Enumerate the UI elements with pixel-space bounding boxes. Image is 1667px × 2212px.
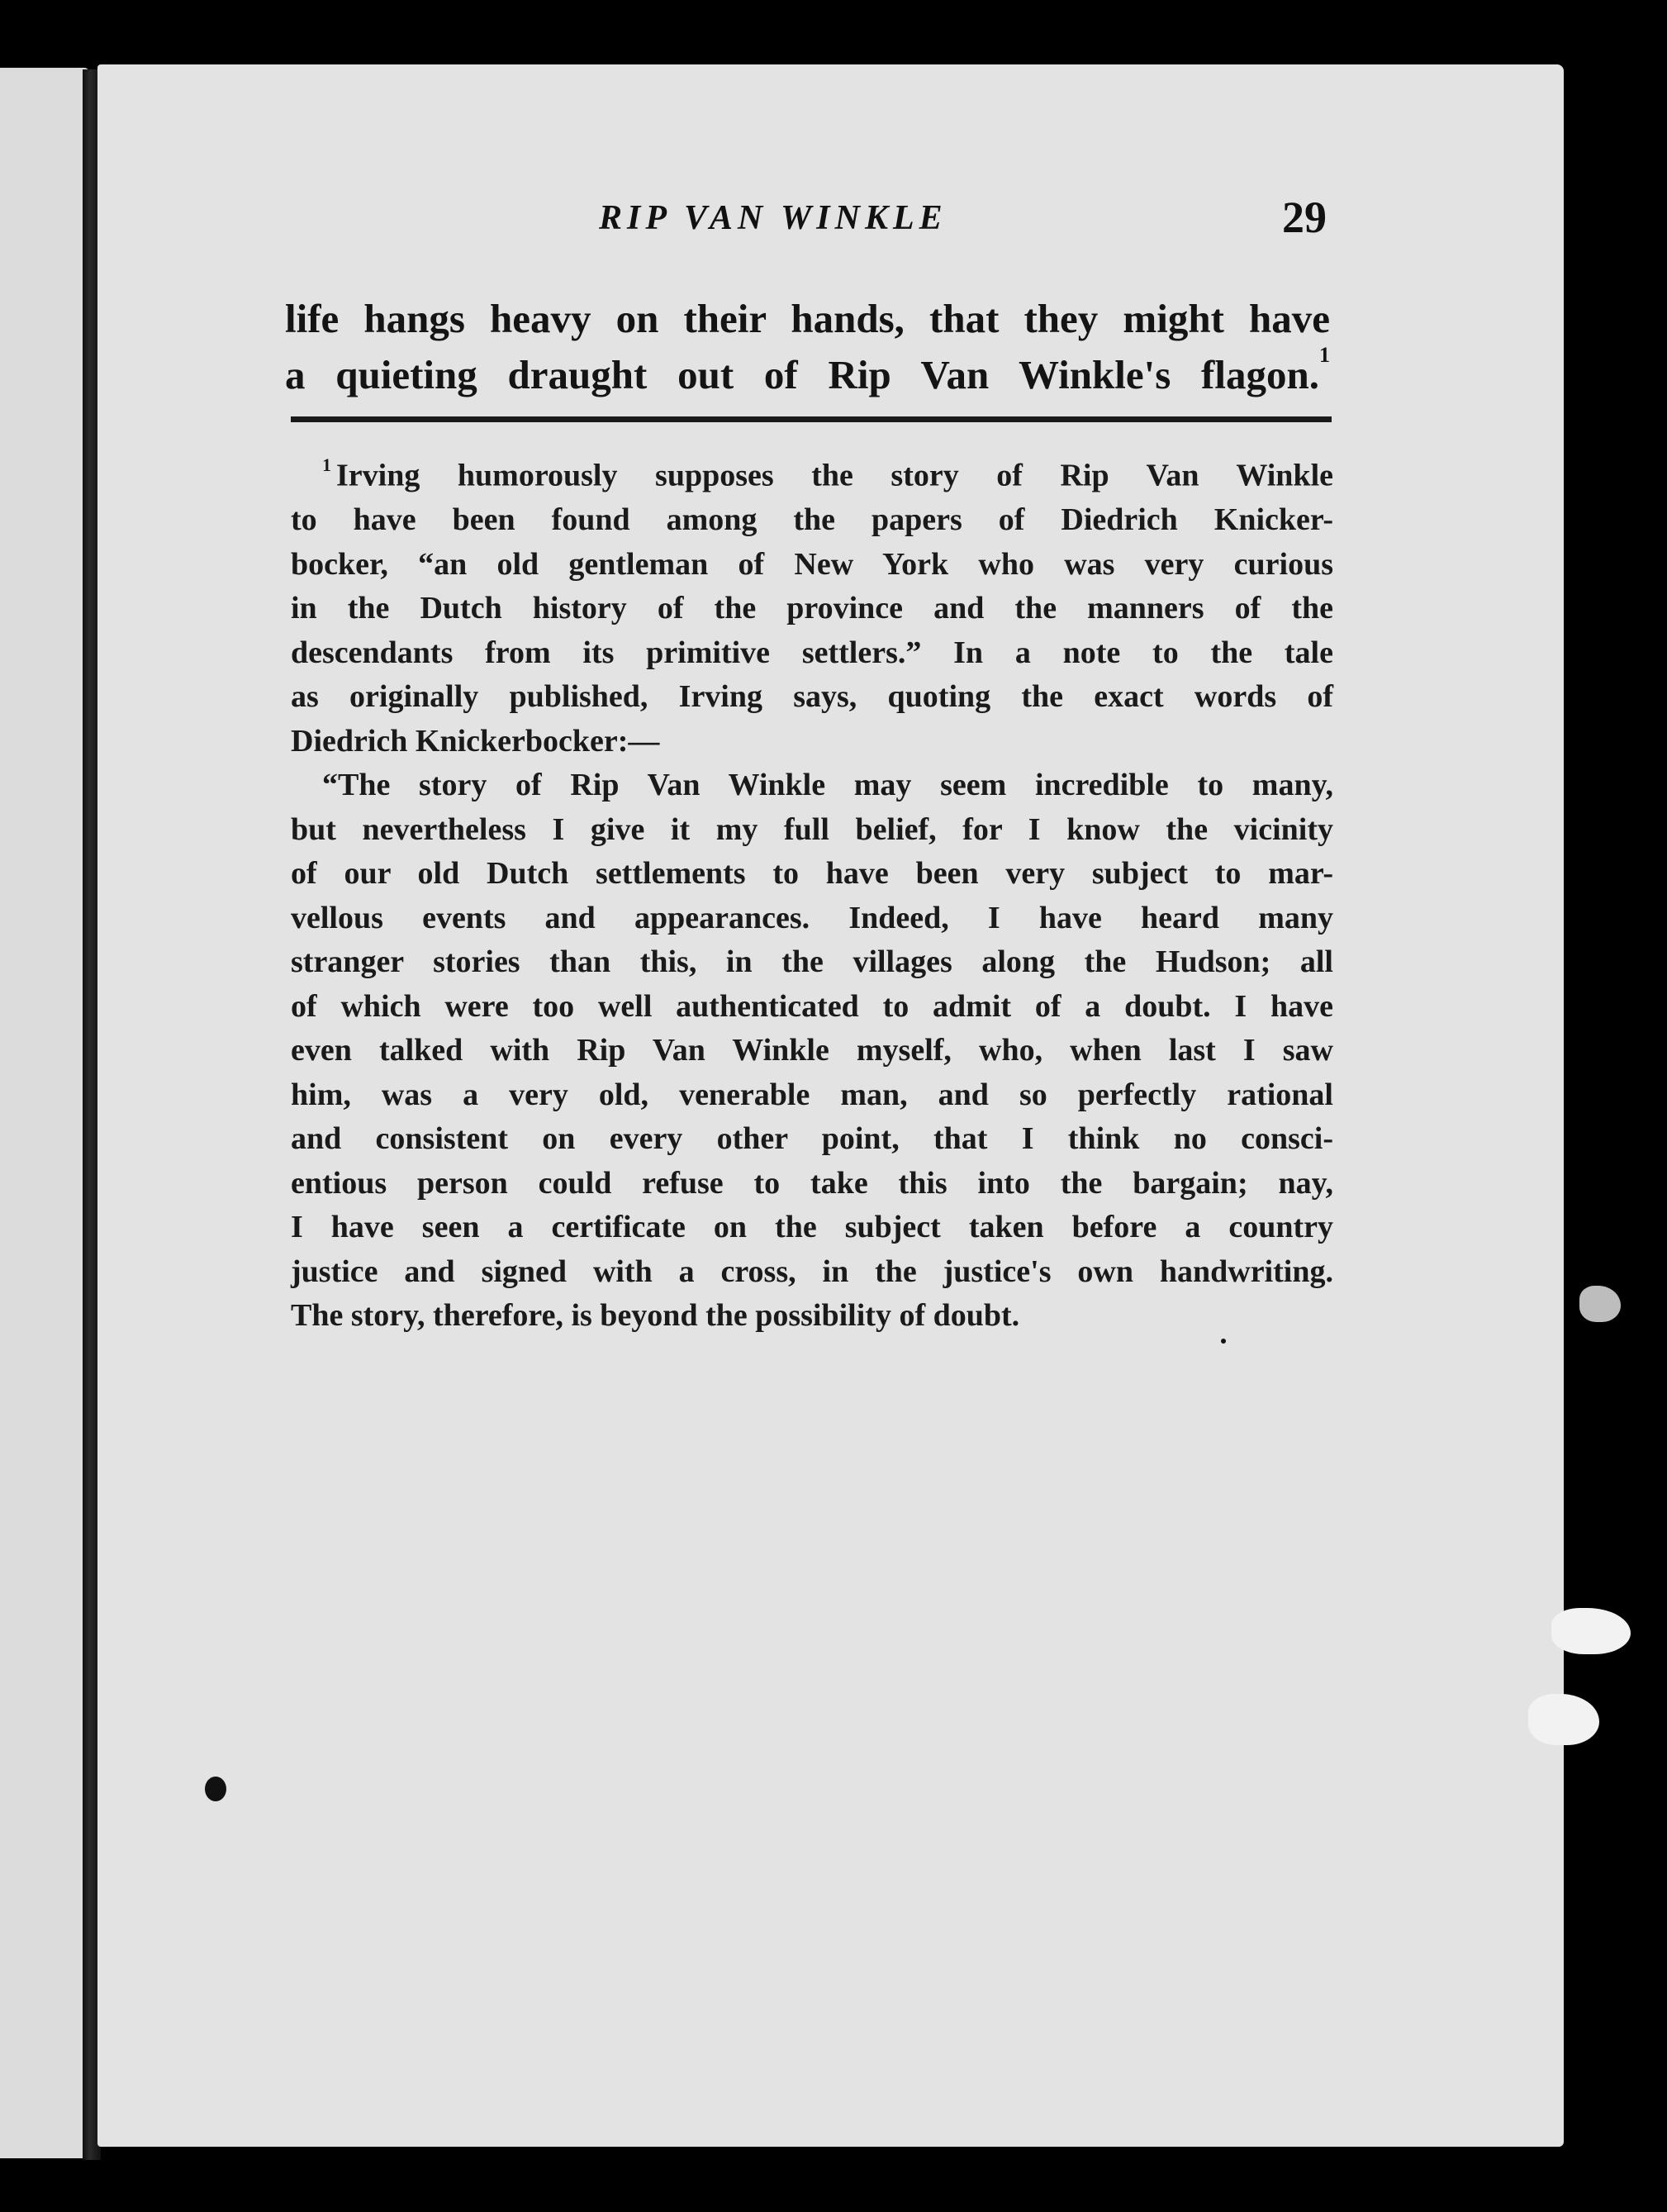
paper-damage-mark [1579, 1286, 1621, 1322]
footnote-line: and consistent on every other point, that I think no consci- [291, 1121, 1333, 1157]
footnote-line: but nevertheless I give it my full belief, for I know the vicinity [291, 811, 1333, 847]
footnote-line-text: Irving humorously supposes the story of Rip Van Winkle [336, 458, 1333, 493]
footnote-line: bocker, “an old gentleman of New York who was very curious [291, 546, 1333, 582]
running-title: RIP VAN WINKLE [599, 199, 947, 237]
footnote-line: vellous events and appearances. Indeed, I have heard many [291, 900, 1333, 935]
main-text-line-content: a quieting draught out of Rip Van Winkle's flagon. [285, 352, 1319, 397]
footnote-line [291, 446, 1333, 498]
footnote-line: Diedrich Knickerbocker:— [291, 723, 660, 759]
footnote-line: I have seen a certificate on the subject taken before a country [291, 1210, 1333, 1245]
page-number: 29 [1282, 193, 1327, 242]
footnote-line: of which were too well authenticated to admit of a doubt. I have [291, 988, 1333, 1024]
footnote-line: of our old Dutch settlements to have been very subject to mar- [291, 856, 1333, 892]
footnote-divider-rule [291, 416, 1332, 422]
ink-speck [205, 1777, 226, 1801]
ink-speck [1221, 1339, 1226, 1344]
footnote-line: descendants from its primitive settlers.” In a note to the tale [291, 635, 1333, 670]
footnote-line: “The story of Rip Van Winkle may seem incredible to many, [322, 768, 1333, 803]
footnote-line: The story, therefore, is beyond the possibility of doubt. [291, 1298, 1020, 1334]
main-text-line: life hangs heavy on their hands, that they might have [285, 296, 1330, 341]
footnote-line: him, was a very old, venerable man, and so perfectly rational [291, 1077, 1333, 1112]
footnote-line: to have been found among the papers of Diedrich Knicker- [291, 502, 1333, 538]
main-text-line [285, 343, 1330, 403]
footnote-line: stranger stories than this, in the villages along the Hudson; all [291, 944, 1333, 980]
footnote-reference: 1 [1319, 343, 1330, 367]
footnote-line: as originally published, Irving says, quoting the exact words of [291, 679, 1333, 715]
footnote-line: in the Dutch history of the province and the manners of the [291, 591, 1333, 626]
paper-damage-mark [1551, 1608, 1631, 1654]
footnote-marker: 1 [322, 454, 331, 475]
footnote-block [291, 446, 1333, 1339]
footnote-line: entious person could refuse to take this into the bargain; nay, [291, 1165, 1333, 1201]
main-text-block [285, 291, 1330, 403]
footnote-line: justice and signed with a cross, in the justice's own handwriting. [291, 1253, 1333, 1289]
footnote-line: even talked with Rip Van Winkle myself, who, when last I saw [291, 1033, 1333, 1068]
facing-page-edge [0, 68, 89, 2158]
paper-damage-mark [1528, 1694, 1599, 1745]
